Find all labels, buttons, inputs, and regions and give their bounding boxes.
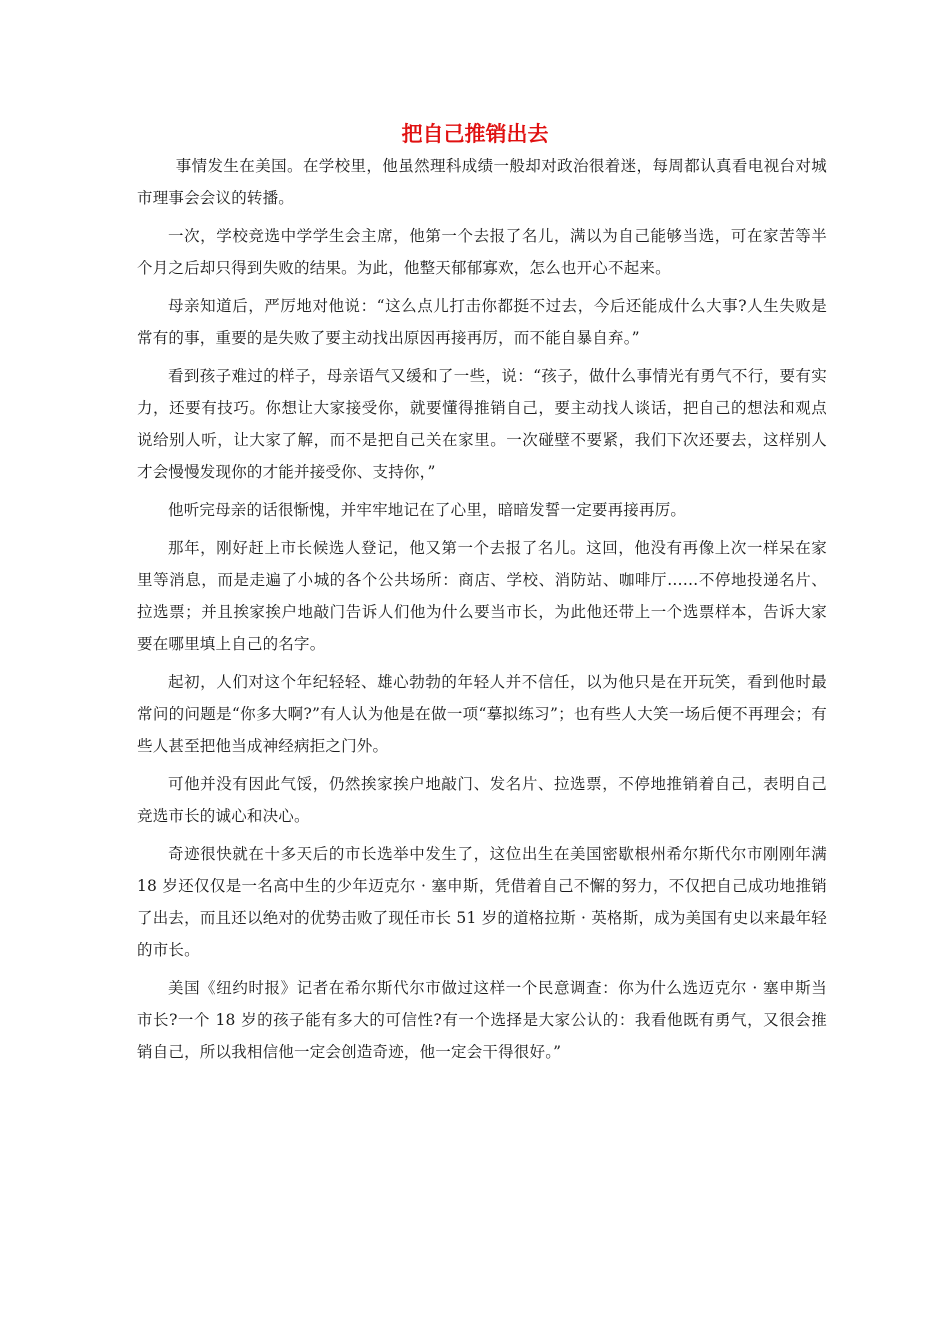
paragraph-5: 他听完母亲的话很惭愧，并牢牢地记在了心里，暗暗发誓一定要再接再厉。: [168, 501, 687, 519]
paragraph-10: 美国《纽约时报》记者在希尔斯代尔市做过这样一个民意调查：你为什么选迈克尔 · 塞申斯当市长?一个 18 岁的孩子能有多大的可信性?有一个选择是大家公认的：我看他既有勇气，又很会推销自己，所以我相信他一定会创造奇迹，他一定会干得很好。”: [137, 979, 827, 1061]
paragraph-6: 那年，刚好赶上市长候选人登记，他又第一个去报了名儿。这回，他没有再像上次一样呆在家里等消息，而是走遍了小城的各个公共场所：商店、学校、消防站、咖啡厅……不停地投递名片、拉选票；并且挨家挨户地敲门告诉人们他为什么要当市长，为此他还带上一个选票样本，告诉大家要在哪里填上自己的名字。: [137, 539, 827, 653]
paragraph-3: 母亲知道后，严厉地对他说：“这么点儿打击你都挺不过去，今后还能成什么大事?人生失败是常有的事，重要的是失败了要主动找出原因再接再厉，而不能自暴自弃。”: [137, 297, 827, 347]
paragraph-1: 事情发生在美国。在学校里，他虽然理科成绩一般却对政治很着迷，每周都认真看电视台对城市理事会会议的转播。: [137, 157, 827, 207]
paragraph-7: 起初，人们对这个年纪轻轻、雄心勃勃的年轻人并不信任，以为他只是在开玩笑，看到他时最常问的问题是“你多大啊?”有人认为他是在做一项“摹拟练习”；也有些人大笑一场后便不再理会；有些人甚至把他当成神经病拒之门外。: [137, 673, 827, 755]
document-title: 把自己推销出去: [401, 121, 549, 146]
document-body: [137, 150, 827, 1074]
paragraph-4: 看到孩子难过的样子，母亲语气又缓和了一些，说：“孩子，做什么事情光有勇气不行，要有实力，还要有技巧。你想让大家接受你，就要懂得推销自己，要主动找人谈话，把自己的想法和观点说给别人听，让大家了解，而不是把自己关在家里。一次碰壁不要紧，我们下次还要去，这样别人才会慢慢发现你的才能并接受你、支持你，”: [137, 367, 827, 481]
paragraph-2: 一次，学校竞选中学学生会主席，他第一个去报了名儿，满以为自己能够当选，可在家苦等半个月之后却只得到失败的结果。为此，他整天郁郁寡欢，怎么也开心不起来。: [137, 227, 827, 277]
paragraph-9: 奇迹很快就在十多天后的市长选举中发生了，这位出生在美国密歇根州希尔斯代尔市刚刚年满 18 岁还仅仅是一名高中生的少年迈克尔 · 塞申斯，凭借着自己不懈的努力，不仅把自己成功地推销了出去，而且还以绝对的优势击败了现任市长 51 岁的道格拉斯 · 英格斯，成为美国有史以来最年轻的市长。: [137, 845, 827, 959]
paragraph-8: 可他并没有因此气馁，仍然挨家挨户地敲门、发名片、拉选票，不停地推销着自己，表明自己竞选市长的诚心和决心。: [137, 775, 827, 825]
